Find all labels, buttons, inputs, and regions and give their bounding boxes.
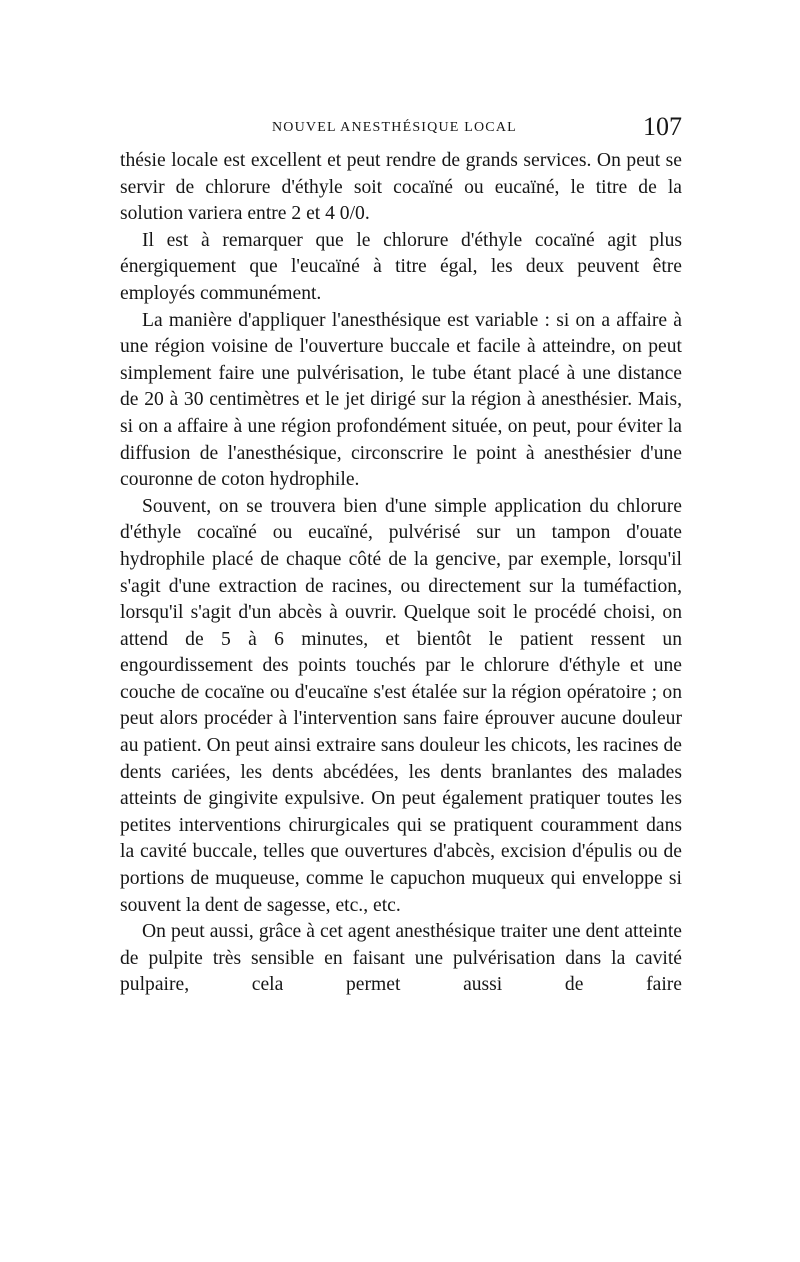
book-page bbox=[120, 108, 682, 999]
page-number: 107 bbox=[643, 112, 682, 141]
body-text bbox=[120, 148, 682, 999]
paragraph: Souvent, on se trouvera bien d'une simple application du chlorure d'éthyle cocaïné ou eucaïné, pulvérisé sur un tampon d'ouate hydrophile placé de chaque côté de la gencive, par exemple, lorsqu'il s'agit d'une extraction de racines, ou directement sur la tuméfaction, lorsqu'il s'agit d'un abcès à ouvrir. Quelque soit le procédé choisi, on attend de 5 à 6 minutes, et bientôt le patient ressent un engourdissement des points touchés par le chlorure d'éthyle et une couche de cocaïne ou d'eucaïne s'est étalée sur la région opératoire ; on peut alors procéder à l'intervention sans faire éprouver aucune douleur au patient. On peut ainsi extraire sans douleur les chicots, les racines de dents cariées, les dents abcédées, les dents branlantes des malades atteints de gingivite expulsive. On peut également pratiquer toutes les petites interventions chirurgicales qui se pratiquent couramment dans la cavité buccale, telles que ouvertures d'abcès, excision d'épulis ou de portions de muqueuse, comme le capuchon muqueux qui enveloppe si souvent la dent de sagesse, etc., etc. bbox=[120, 495, 682, 916]
paragraph: Il est à remarquer que le chlorure d'éthyle cocaïné agit plus énergiquement que l'eucaïné à titre égal, les deux peuvent être employés communément. bbox=[120, 229, 682, 304]
paragraph: La manière d'appliquer l'anesthésique est variable : si on a affaire à une région voisine de l'ouverture buccale et facile à atteindre, on peut simplement faire une pulvérisation, le tube étant placé à une distance de 20 à 30 centimètres et le jet dirigé sur la région à anesthésier. Mais, si on a affaire à une région profondément située, on peut, pour éviter la diffusion de l'anesthésique, circonscrire le point à anesthésier d'une couronne de coton hydrophile. bbox=[120, 309, 682, 491]
paragraph-continuation: thésie locale est excellent et peut rendre de grands services. On peut se servir de chlorure d'éthyle soit cocaïné ou eucaïné, le titre de la solution variera entre 2 et 4 0/0. bbox=[120, 150, 682, 225]
paragraph-continued-next-page: On peut aussi, grâce à cet agent anesthésique traiter une dent atteinte de pulpite très sensible en faisant une pulvérisation dans la cavité pulpaire, cela permet aussi de faire bbox=[120, 921, 682, 996]
running-head bbox=[120, 108, 682, 148]
running-title: NOUVEL ANESTHÉSIQUE LOCAL bbox=[272, 120, 517, 135]
